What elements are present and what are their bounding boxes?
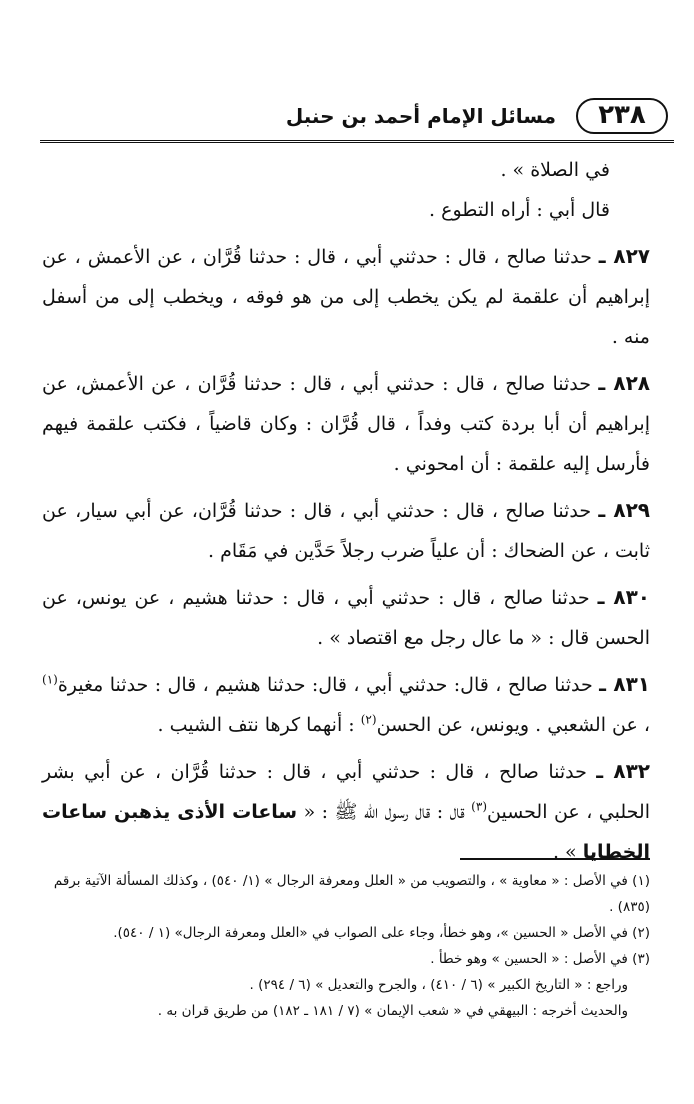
footnote-ref: (٣) xyxy=(471,799,487,814)
entry-831 xyxy=(42,664,650,745)
page-header xyxy=(40,96,674,138)
entry-text: حدثنا صالح ، قال : حدثني أبي ، قال : حدثنا قُرَّان ، عن أبي بشر الحلبي ، عن الحسين xyxy=(42,761,650,823)
entry-text: ، عن الشعبي . ويونس، عن الحسن xyxy=(376,714,650,736)
entry-number: ٨٢٨ ـ xyxy=(598,371,650,395)
entry-text: حدثنا صالح ، قال : حدثني أبي ، قال : حدثنا قُرَّان، عن أبي سيار، عن ثابت ، عن الضحاك : أن علياً ضرب رجلاً حَدَّين في مَقَام . xyxy=(42,500,650,562)
entry-827 xyxy=(42,236,650,357)
footnotes xyxy=(38,868,650,1024)
footnote-2: (٢) في الأصل « الحسين »، وهو خطأ، وجاء على الصواب في «العلل ومعرفة الرجال» (١ / ٥٤٠). xyxy=(113,925,650,941)
running-title: مسائل الإمام أحمد بن حنبل xyxy=(285,104,556,128)
page-number: ٢٣٨ xyxy=(576,98,668,134)
intro-line: في الصلاة » . xyxy=(500,159,610,181)
entry-number: ٨٣١ ـ xyxy=(599,672,650,696)
entry-text: » . xyxy=(552,841,577,863)
footnote-3-reference: وراجع : « التاريخ الكبير » (٦ / ٤١٠) ، والجرح والتعديل » (٦ / ٢٩٤) . xyxy=(249,977,628,993)
entry-text: قال : قال رسول الله ﷺ : « xyxy=(303,801,465,823)
footnote-1: (١) في الأصل : « معاوية » ، والتصويب من « العلل ومعرفة الرجال » (١/ ٥٤٠) ، وكذلك المسألة الآتية برقم (٨٣٥) . xyxy=(53,873,650,915)
entry-text: حدثنا صالح ، قال: حدثني أبي ، قال: حدثنا هشيم ، قال : حدثنا مغيرة xyxy=(57,674,593,696)
footnote-separator xyxy=(460,858,650,860)
footnote-ref: (١) xyxy=(42,672,58,687)
entry-text: حدثنا صالح ، قال : حدثني أبي ، قال : حدثنا قُرَّان ، عن الأعمش، عن إبراهيم أن أبا بردة كتب وفداً ، قال قُرَّان : وكان قاضياً ، فكتب علقمة فيهم فأرسل إليه علقمة : أن امحوني . xyxy=(42,373,650,475)
entry-830 xyxy=(42,577,650,658)
entry-text: حدثنا صالح ، قال : حدثني أبي ، قال : حدثنا هشيم ، عن يونس، عن الحسن قال : « ما عال رجل مع اقتصاد » . xyxy=(42,587,650,649)
entry-832 xyxy=(42,751,650,872)
entry-text: : أنهما كرها نتف الشيب . xyxy=(157,714,355,736)
footnote-3: (٣) في الأصل : « الحسين » وهو خطأ . xyxy=(430,951,650,967)
entry-number: ٨٣٢ ـ xyxy=(596,759,650,783)
hadith-quote: ساعات الأذى يذهبن ساعات الخطايا xyxy=(42,801,650,863)
entry-number: ٨٢٩ ـ xyxy=(598,498,650,522)
main-text xyxy=(42,150,650,872)
entry-text: حدثنا صالح ، قال : حدثني أبي ، قال : حدثنا قُرَّان ، عن الأعمش ، عن إبراهيم أن علقمة لم يكن يخطب إلى من هو فوقه ، ويخطب إلى من أسفل منه . xyxy=(42,246,650,348)
entry-828 xyxy=(42,363,650,484)
intro-line: قال أبي : أراه التطوع . xyxy=(429,199,610,221)
footnote-3-reference: والحديث أخرجه : البيهقي في « شعب الإيمان » (٧ / ١٨١ ـ ١٨٢) من طريق قران به . xyxy=(157,1003,628,1019)
entry-number: ٨٢٧ ـ xyxy=(598,244,650,268)
entry-number: ٨٣٠ ـ xyxy=(597,585,650,609)
entry-829 xyxy=(42,490,650,571)
header-rule xyxy=(40,140,674,143)
footnote-ref: (٢) xyxy=(360,712,377,727)
